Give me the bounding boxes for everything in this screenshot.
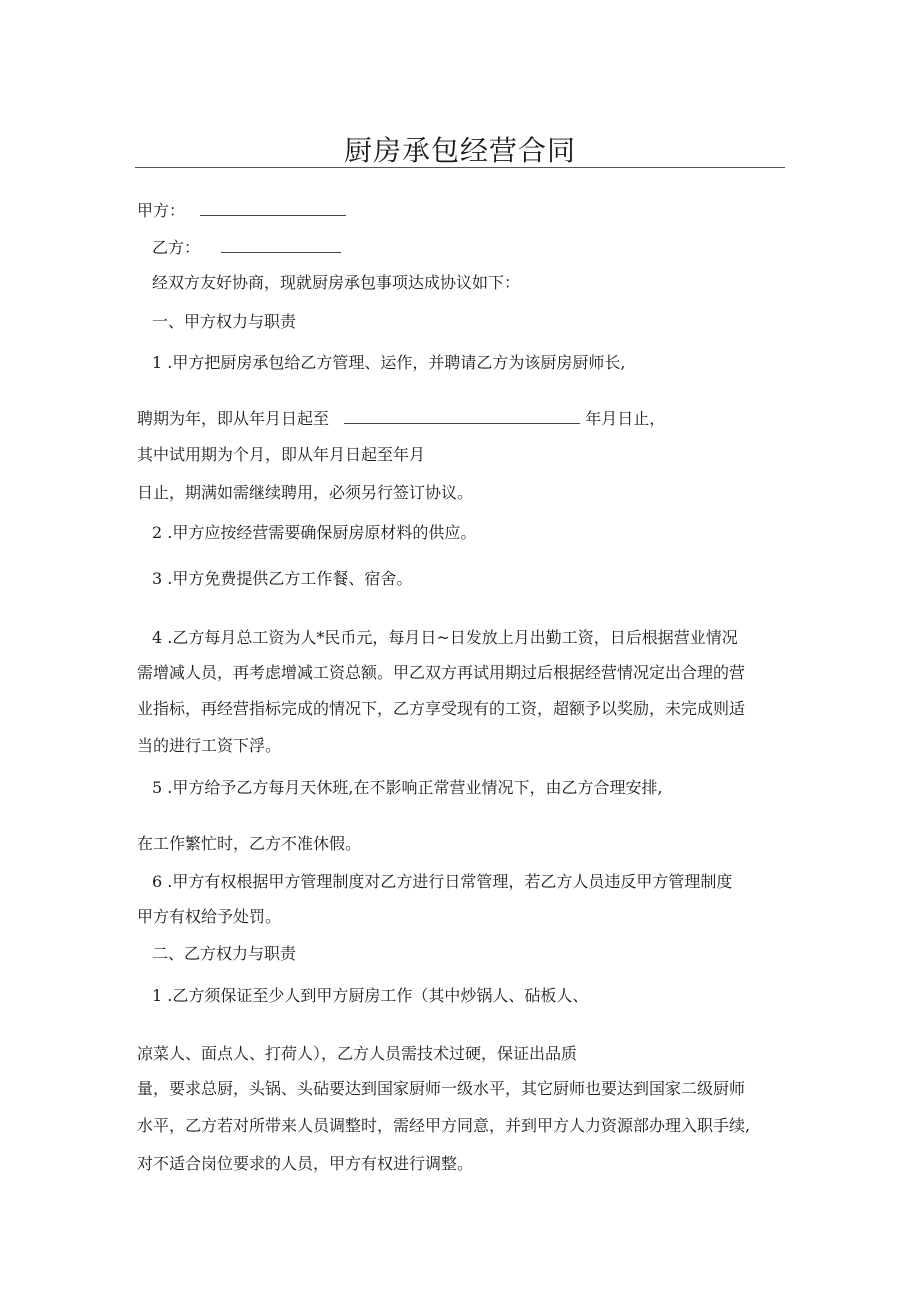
s1-item1-line2-b: 年月日止， — [585, 409, 666, 428]
party-b-blank[interactable] — [221, 238, 341, 253]
s1-item4-line3: 业指标，再经营指标完成的情况下，乙方享受现有的工资，超额予以奖励，未完成则适 — [137, 699, 746, 718]
s1-item2: 2 .甲方应按经营需要确保厨房原材料的供应。 — [152, 523, 477, 542]
s1-item5-line1: 5 .甲方给予乙方每月天休班,在不影响正常营业情况下，由乙方合理安排, — [152, 778, 663, 797]
s1-item3: 3 .甲方免费提供乙方工作餐、宿舍。 — [152, 569, 413, 588]
s1-item1-line3: 其中试用期为个月，即从年月日起至年月 — [137, 445, 426, 464]
party-b-label: 乙方： — [152, 238, 201, 257]
s2-item1-line2: 凉菜人、面点人、打荷人），乙方人员需技术过硬，保证出品质 — [137, 1044, 578, 1063]
s1-item1-line2-a: 聘期为年，即从年月日起至 — [137, 409, 330, 428]
s2-item1-line4: 水平，乙方若对所带来人员调整时，需经甲方同意，并到甲方人力资源部办理入职手续, — [137, 1116, 751, 1135]
s2-item1-line5: 对不适合岗位要求的人员，甲方有权进行调整。 — [137, 1154, 474, 1173]
s1-item4-line4: 当的进行工资下浮。 — [137, 736, 282, 755]
s1-item1-line1: 1 .甲方把厨房承包给乙方管理、运作，并聘请乙方为该厨房厨师长, — [152, 353, 626, 372]
term-end-blank[interactable] — [344, 409, 580, 424]
s1-item4-line1: 4 .乙方每月总工资为人*民币元，每月日~日发放上月出勤工资，日后根据营业情况 — [152, 628, 738, 647]
party-a-line — [137, 200, 346, 222]
s2-item1-line3: 量，要求总厨，头锅、头砧要达到国家厨师一级水平，其它厨师也要达到国家二级厨师 — [137, 1079, 746, 1098]
s1-item6-line1: 6 .甲方有权根据甲方管理制度对乙方进行日常管理，若乙方人员违反甲方管理制度 — [152, 872, 733, 891]
section2-heading: 二、乙方权力与职责 — [152, 944, 297, 963]
document-title: 厨房承包经营合同 — [343, 134, 576, 167]
intro-text: 经双方友好协商，现就厨房承包事项达成协议如下： — [152, 273, 521, 292]
party-a-blank[interactable] — [200, 201, 346, 216]
s1-item1-line2 — [137, 408, 665, 430]
title-underline — [135, 167, 785, 168]
party-a-label: 甲方： — [137, 201, 186, 220]
s2-item1-line1: 1 .乙方须保证至少人到甲方厨房工作（其中炒锅人、砧板人、 — [152, 986, 589, 1005]
section1-heading: 一、甲方权力与职责 — [152, 312, 297, 331]
s1-item6-line2: 甲方有权给予处罚。 — [137, 907, 282, 926]
party-b-line — [152, 237, 341, 259]
s1-item4-line2: 需增减人员，再考虑增减工资总额。甲乙双方再试用期过后根据经营情况定出合理的营 — [137, 663, 746, 682]
s1-item5-line2: 在工作繁忙时，乙方不准休假。 — [137, 834, 362, 853]
s1-item1-line4: 日止，期满如需继续聘用，必须另行签订协议。 — [137, 483, 474, 502]
